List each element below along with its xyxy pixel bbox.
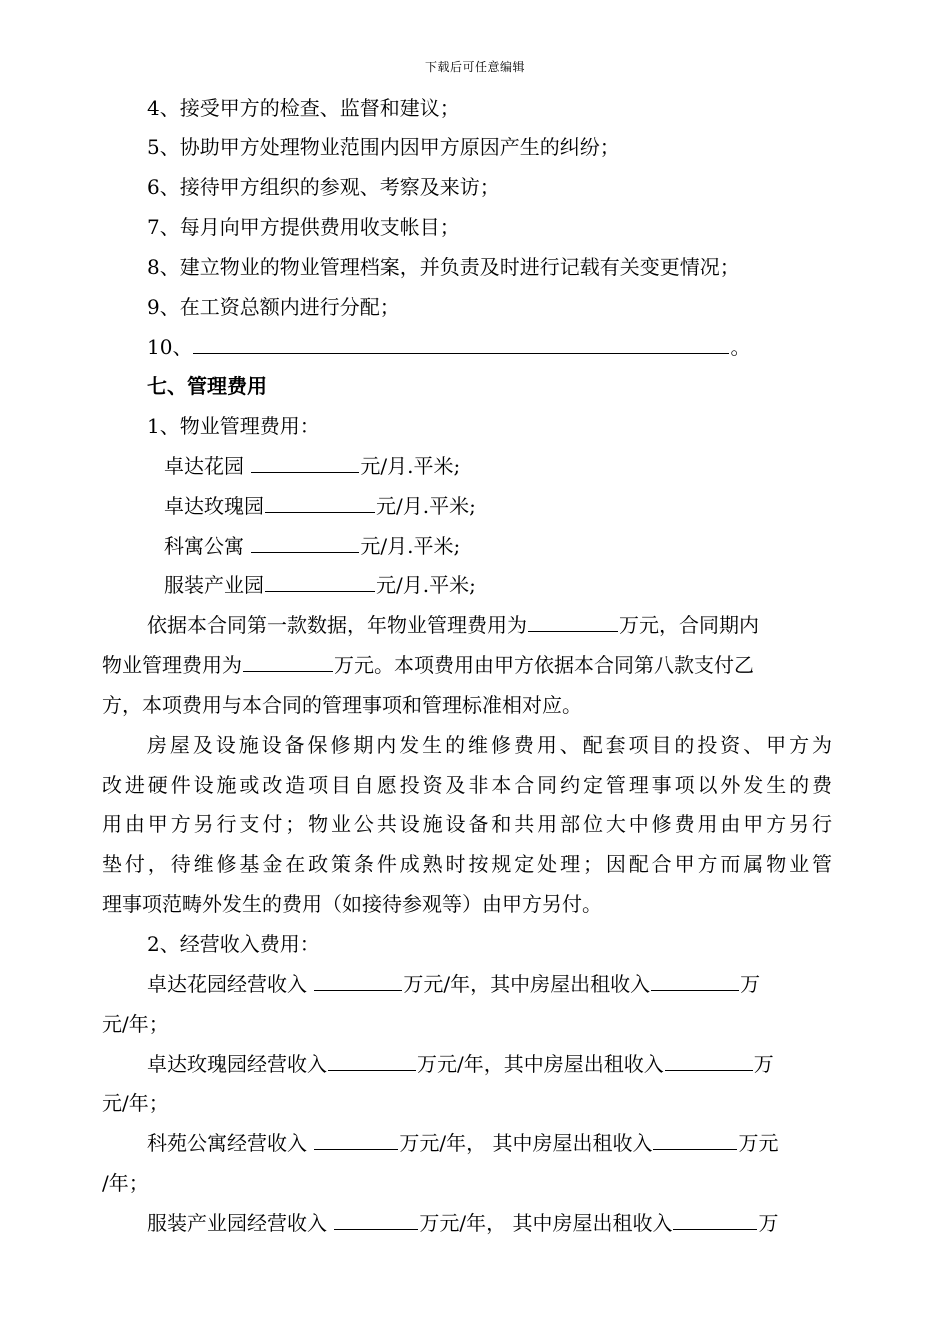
blank-field[interactable] [673, 1210, 757, 1230]
text: 卓达玫瑰园经营收入 [147, 1052, 327, 1076]
blank-field[interactable] [653, 1130, 737, 1150]
unit-label: 元/月.平米; [376, 573, 476, 597]
income-row [147, 971, 760, 997]
fee-row [164, 572, 476, 598]
text: 万元/年，其中房屋出租收入 [417, 1052, 664, 1076]
text: 依据本合同第一款数据，年物业管理费用为 [147, 613, 527, 637]
income-row [147, 1210, 778, 1236]
subsection-title: 1、物业管理费用： [147, 414, 320, 438]
text: 万 [758, 1211, 779, 1235]
paragraph-line: 改进硬件设施或改造项目自愿投资及非本合同约定管理事项以外发生的费 [102, 773, 832, 797]
blank-field[interactable] [665, 1051, 753, 1071]
paragraph-line: 房屋及设施设备保修期内发生的维修费用、配套项目的投资、甲方为 [147, 733, 832, 757]
paragraph-line: 理事项范畴外发生的费用（如接待参观等）由甲方另付。 [102, 892, 602, 916]
item-end: 。 [730, 335, 751, 359]
income-row [147, 1051, 774, 1077]
list-item: 4、接受甲方的检查、监督和建议； [147, 96, 460, 120]
list-item: 5、协助甲方处理物业范围内因甲方原因产生的纠纷； [147, 135, 620, 159]
text: 万元 [738, 1131, 779, 1155]
blank-field[interactable] [265, 493, 375, 513]
income-row-cont: /年； [102, 1171, 149, 1195]
blank-field[interactable] [651, 971, 739, 991]
section-title: 七、管理费用 [147, 374, 267, 398]
text: 科苑公寓经营收入 [147, 1131, 314, 1155]
unit-label: 元/月.平米; [360, 454, 461, 478]
paragraph-line: 用由甲方另行支付；物业公共设施设备和共用部位大中修费用由甲方另行 [102, 812, 832, 836]
blank-field[interactable] [528, 612, 618, 632]
text: 万元/年， 其中房屋出租收入 [419, 1211, 673, 1235]
list-item-10 [147, 334, 750, 360]
blank-field[interactable] [265, 572, 375, 592]
text: 万元/年， 其中房屋出租收入 [399, 1131, 653, 1155]
text: 卓达花园经营收入 [147, 972, 314, 996]
text: 万 [740, 972, 761, 996]
paragraph-line: 方，本项费用与本合同的管理事项和管理标准相对应。 [102, 693, 582, 717]
blank-field[interactable] [251, 533, 359, 553]
property-name: 科寓公寓 [164, 534, 251, 558]
blank-field[interactable] [328, 1051, 416, 1071]
text: 万元。本项费用由甲方依据本合同第八款支付乙 [334, 653, 754, 677]
blank-field[interactable] [193, 334, 729, 354]
income-row-cont: 元/年； [102, 1091, 169, 1115]
blank-field[interactable] [243, 652, 333, 672]
blank-field[interactable] [314, 971, 402, 991]
subsection-title: 2、经营收入费用： [147, 932, 320, 956]
unit-label: 元/月.平米; [360, 534, 461, 558]
income-row [147, 1130, 778, 1156]
paragraph-line [147, 612, 759, 638]
blank-field[interactable] [334, 1210, 418, 1230]
text: 万元/年，其中房屋出租收入 [403, 972, 651, 996]
fee-row [164, 493, 476, 519]
paragraph-line: 垫付，待维修基金在政策条件成熟时按规定处理；因配合甲方而属物业管 [102, 852, 832, 876]
text: 物业管理费用为 [102, 653, 242, 677]
text: 万元，合同期内 [619, 613, 759, 637]
page-header: 下载后可任意编辑 [424, 60, 525, 74]
item-number: 10、 [147, 335, 193, 359]
list-item: 9、在工资总额内进行分配； [147, 295, 400, 319]
list-item: 6、接待甲方组织的参观、考察及来访； [147, 175, 500, 199]
property-name: 服装产业园 [164, 573, 264, 597]
income-row-cont: 元/年； [102, 1012, 169, 1036]
list-item: 8、建立物业的物业管理档案，并负责及时进行记载有关变更情况； [147, 255, 740, 279]
text: 服装产业园经营收入 [147, 1211, 334, 1235]
text: 万 [753, 1052, 774, 1076]
property-name: 卓达花园 [164, 454, 251, 478]
fee-row [164, 533, 460, 559]
list-item: 7、每月向甲方提供费用收支帐目； [147, 215, 460, 239]
unit-label: 元/月.平米; [376, 494, 476, 518]
paragraph-line [102, 652, 754, 678]
fee-row [164, 453, 460, 479]
blank-field[interactable] [251, 453, 359, 473]
blank-field[interactable] [314, 1130, 398, 1150]
property-name: 卓达玫瑰园 [164, 494, 264, 518]
